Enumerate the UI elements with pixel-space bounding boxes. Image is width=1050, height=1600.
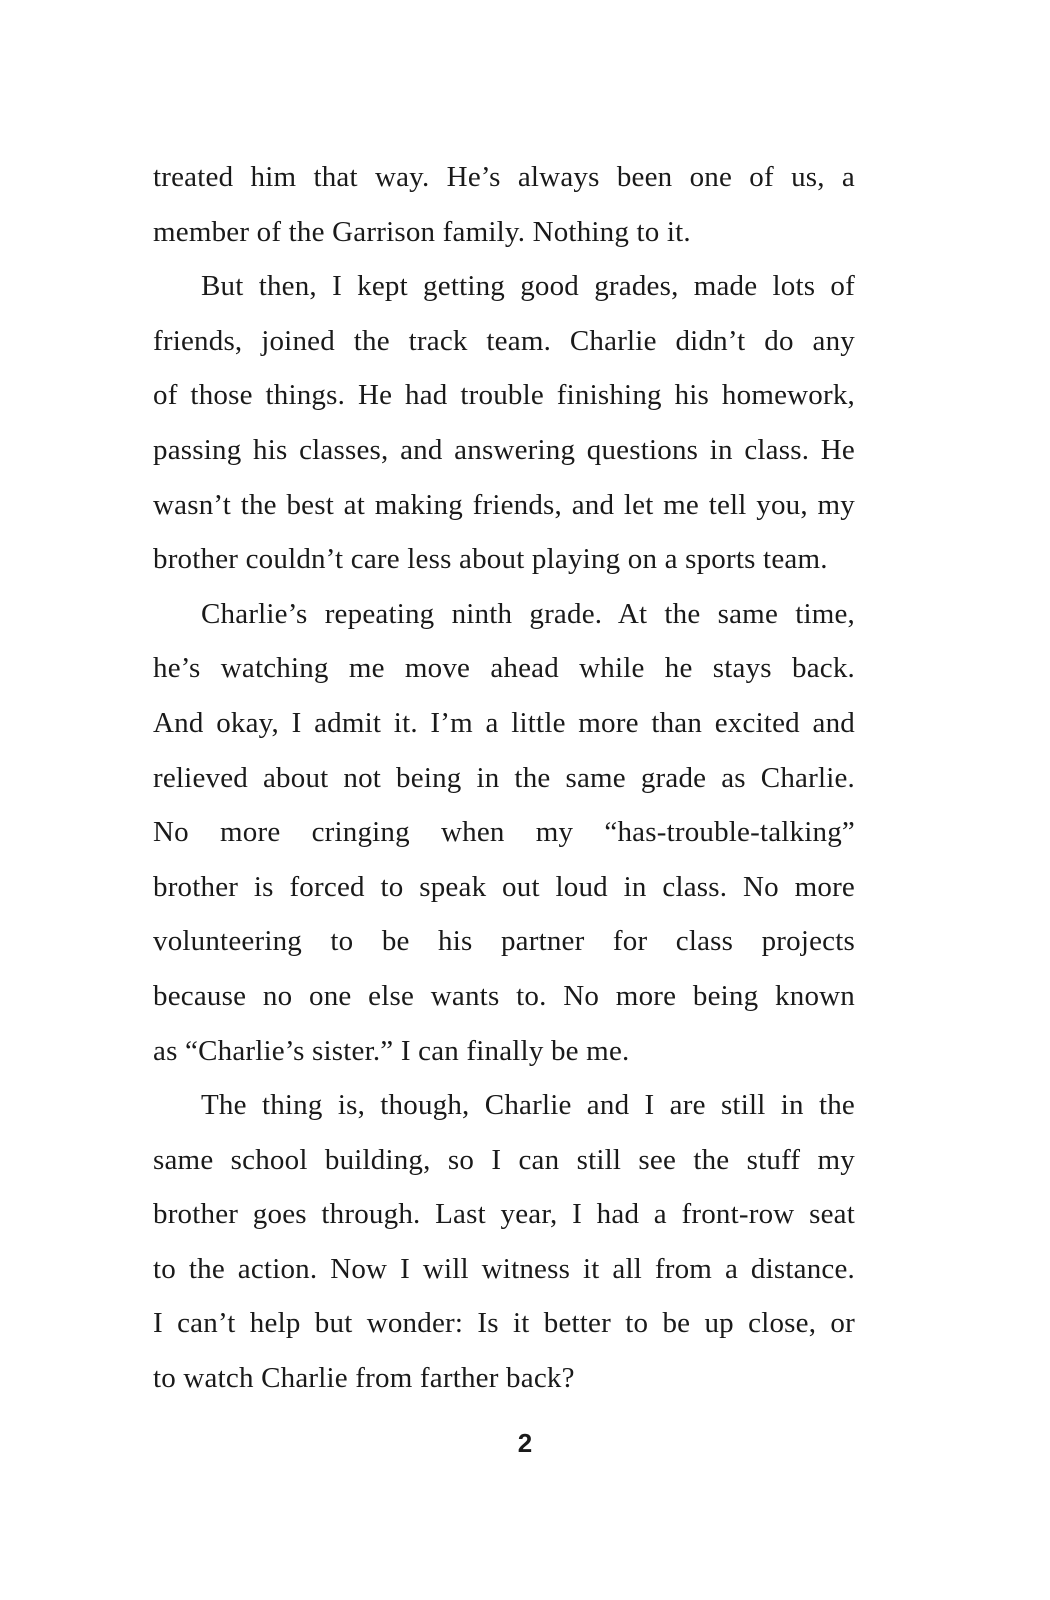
- text-line: passing his classes, and answering questions in class. He: [153, 433, 855, 466]
- text-line: The thing is, though, Charlie and I are still in the: [201, 1089, 855, 1122]
- text-line: to watch Charlie from farther back?: [153, 1362, 575, 1395]
- page-number: 2: [517, 1428, 533, 1458]
- text-line: because no one else wants to. No more being known: [153, 979, 855, 1012]
- text-line: member of the Garrison family. Nothing to it.: [153, 215, 691, 248]
- text-line: to the action. Now I will witness it all from a distance.: [153, 1252, 855, 1285]
- text-line: brother is forced to speak out loud in class. No more: [153, 870, 855, 903]
- body-text: [153, 150, 855, 1406]
- text-line: And okay, I admit it. I’m a little more than excited and: [153, 706, 855, 739]
- text-line: volunteering to be his partner for class projects: [153, 925, 855, 958]
- text-line: I can’t help but wonder: Is it better to be up close, or: [153, 1307, 855, 1340]
- text-line: No more cringing when my “has-trouble-talking”: [153, 816, 855, 849]
- text-line: he’s watching me move ahead while he stays back.: [153, 652, 855, 685]
- text-line: wasn’t the best at making friends, and let me tell you, my: [153, 488, 855, 521]
- text-line: as “Charlie’s sister.” I can finally be me.: [153, 1034, 630, 1067]
- text-line: same school building, so I can still see the stuff my: [153, 1143, 855, 1176]
- text-line: of those things. He had trouble finishing his homework,: [153, 379, 855, 412]
- text-line: treated him that way. He’s always been one of us, a: [153, 161, 855, 193]
- text-line: relieved about not being in the same grade as Charlie.: [153, 761, 855, 794]
- text-line: Charlie’s repeating ninth grade. At the same time,: [201, 597, 855, 630]
- text-line: But then, I kept getting good grades, made lots of: [201, 270, 855, 303]
- text-line: friends, joined the track team. Charlie didn’t do any: [153, 324, 855, 357]
- text-line: brother couldn’t care less about playing on a sports team.: [153, 543, 828, 576]
- text-line: brother goes through. Last year, I had a front-row seat: [153, 1198, 855, 1231]
